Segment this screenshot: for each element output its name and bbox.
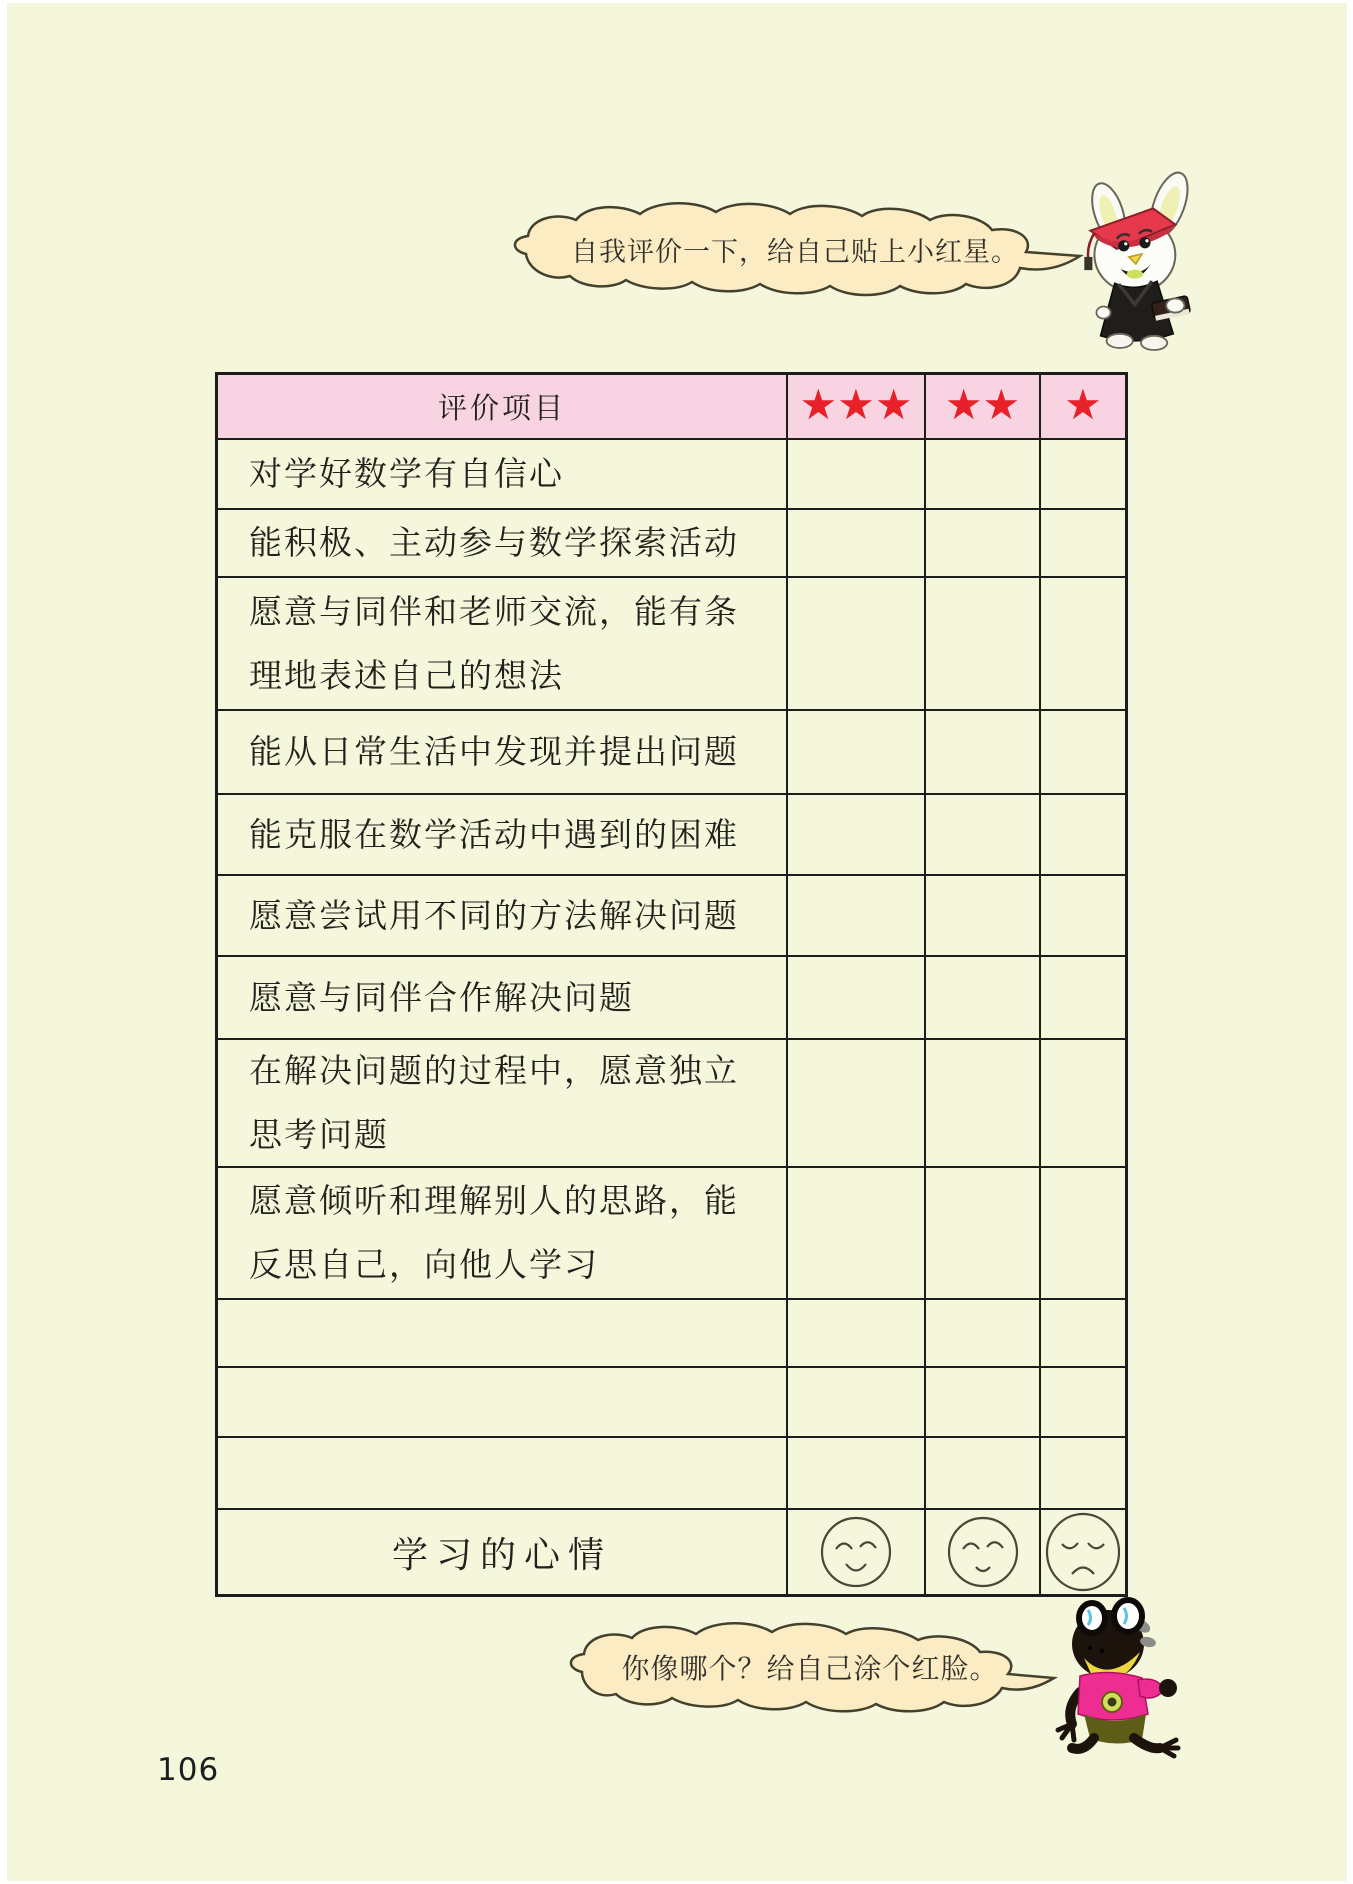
one-star-rating: ★ [1064, 379, 1102, 429]
mood-row-label-cell [218, 1510, 788, 1594]
rabbit-mascot-icon [1056, 170, 1238, 352]
mood-cell-smiling [926, 1510, 1041, 1594]
rating-cell [926, 510, 1041, 578]
mood-cell-sad [1041, 1510, 1125, 1594]
rating-cell [1041, 876, 1125, 957]
criteria-cell-empty [218, 1438, 788, 1510]
criteria-text: 愿意倾听和理解别人的思路，能反思自己，向他人学习 [249, 1181, 739, 1284]
rating-cell [788, 510, 926, 578]
criteria-cell-empty [218, 1368, 788, 1438]
rating-cell [926, 1168, 1041, 1300]
header-3-star-column [788, 375, 926, 440]
three-star-rating: ★★★ [799, 379, 913, 429]
rating-cell [926, 1300, 1041, 1368]
rating-cell [788, 578, 926, 711]
criteria-cell [218, 1040, 788, 1168]
header-item-label: 评价项目 [437, 391, 566, 425]
rating-cell [926, 876, 1041, 957]
rating-cell [788, 711, 926, 795]
page-number: 106 [157, 1752, 220, 1788]
criteria-cell [218, 711, 788, 795]
sad-face-icon [1044, 1511, 1122, 1593]
rating-cell [788, 957, 926, 1040]
bubble-text: 你像哪个？给自己涂个红脸。 [621, 1652, 999, 1685]
rating-cell [1041, 440, 1125, 510]
rating-cell [926, 1438, 1041, 1510]
criteria-cell [218, 510, 788, 578]
criteria-cell [218, 795, 788, 876]
criteria-cell [218, 440, 788, 510]
speech-bubble-bottom [558, 1614, 1062, 1724]
rating-cell [1041, 711, 1125, 795]
rating-cell [1041, 1368, 1125, 1438]
speech-bubble-top [500, 196, 1090, 306]
criteria-text: 能克服在数学活动中遇到的困难 [249, 814, 739, 854]
header-1-star-column [1041, 375, 1125, 440]
rating-cell [1041, 510, 1125, 578]
criteria-cell [218, 876, 788, 957]
rating-cell [1041, 578, 1125, 711]
rating-cell [926, 440, 1041, 510]
criteria-cell [218, 1168, 788, 1300]
header-item-column [218, 375, 788, 440]
rating-cell [926, 957, 1041, 1040]
criteria-text: 能从日常生活中发现并提出问题 [249, 732, 739, 771]
rating-cell [1041, 1168, 1125, 1300]
rating-cell [788, 1168, 926, 1300]
criteria-cell [218, 578, 788, 711]
two-star-rating: ★★ [944, 379, 1021, 429]
header-2-star-column [926, 375, 1041, 440]
criteria-text: 愿意与同伴合作解决问题 [249, 977, 634, 1017]
criteria-cell [218, 957, 788, 1040]
mood-row-label: 学习的心情 [391, 1534, 612, 1576]
rating-cell [926, 578, 1041, 711]
happy-face-icon [817, 1512, 895, 1592]
criteria-text: 愿意与同伴和老师交流，能有条理地表述自己的想法 [249, 591, 739, 695]
criteria-text: 对学好数学有自信心 [249, 454, 564, 493]
rating-cell [926, 795, 1041, 876]
rating-cell [788, 440, 926, 510]
bubble-text: 自我评价一下，给自己贴上小红星。 [571, 236, 1019, 268]
rating-cell [1041, 1438, 1125, 1510]
rating-cell [1041, 795, 1125, 876]
rating-cell [1041, 957, 1125, 1040]
mood-cell-happy [788, 1510, 926, 1594]
rating-cell [788, 1040, 926, 1168]
frog-mascot-icon [1050, 1596, 1184, 1768]
smiling-face-icon [944, 1512, 1022, 1592]
criteria-cell-empty [218, 1300, 788, 1368]
rating-cell [788, 1300, 926, 1368]
rating-cell [926, 1040, 1041, 1168]
criteria-text: 在解决问题的过程中，愿意独立思考问题 [249, 1051, 739, 1154]
criteria-text: 能积极、主动参与数学探索活动 [249, 523, 739, 562]
rating-cell [926, 1368, 1041, 1438]
criteria-text: 愿意尝试用不同的方法解决问题 [249, 895, 739, 935]
rating-cell [788, 1368, 926, 1438]
rating-cell [926, 711, 1041, 795]
rating-cell [788, 876, 926, 957]
rating-cell [1041, 1300, 1125, 1368]
rating-cell [788, 1438, 926, 1510]
rating-cell [788, 795, 926, 876]
rating-cell [1041, 1040, 1125, 1168]
evaluation-table [215, 372, 1128, 1597]
